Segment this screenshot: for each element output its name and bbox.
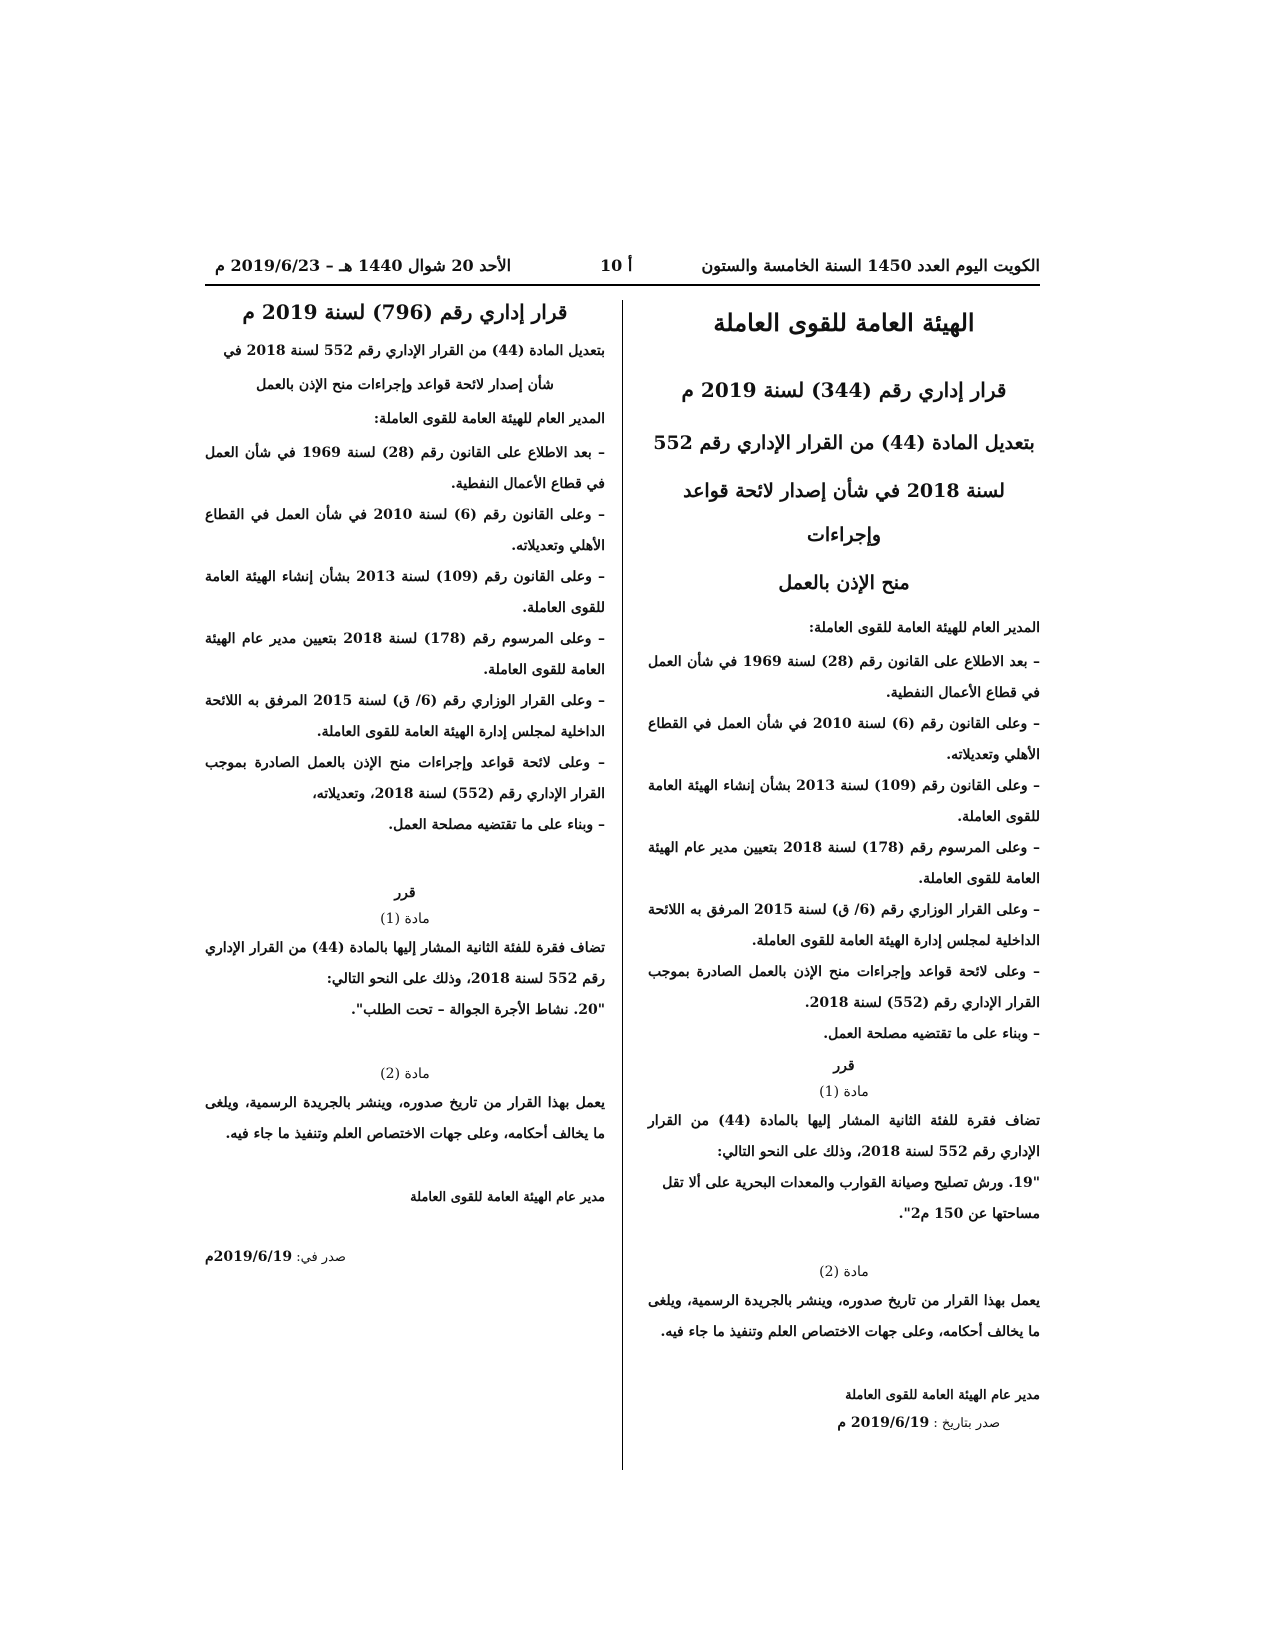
issued-date: 2019/6/19 م [837, 1415, 930, 1431]
issue-line [205, 1249, 605, 1265]
column-divider [622, 300, 623, 1470]
article-2-heading: مادة (2) [819, 1264, 869, 1280]
page-number: أ 10 [600, 256, 633, 275]
issued-date: 2019/6/19م [205, 1249, 293, 1265]
issued-label: صدر بتاريخ : [933, 1416, 1000, 1431]
signatory: مدير عام الهيئة العامة للقوى العاملة [410, 1190, 605, 1205]
article-1-heading: مادة (1) [819, 1084, 869, 1100]
decision-796-column [205, 300, 605, 1265]
preamble-clause: – وعلى القانون رقم (6) لسنة 2010 في شأن العمل في القطاع الأهلي وتعديلاته. [648, 716, 1040, 763]
article-1-quote: "19. ورش تصليح وصيانة القوارب والمعدات البحرية على ألا تقل مساحتها عن 150 م2". [662, 1175, 1040, 1222]
preamble-clause: – وعلى لائحة قواعد وإجراءات منح الإذن بالعمل الصادرة بموجب القرار الإداري رقم (552) لسنة 2018، وتعديلاته، [205, 755, 605, 802]
issued-label: صدر في: [296, 1250, 346, 1265]
article-2-text: يعمل بهذا القرار من تاريخ صدوره، وينشر بالجريدة الرسمية، ويلغى ما يخالف أحكامه، وعلى جهات الاختصاص العلم وتنفيذ ما جاء فيه. [648, 1293, 1040, 1340]
subject-line: بتعديل المادة (44) من القرار الإداري رقم 552 لسنة 2018 في [223, 343, 605, 359]
signatory: مدير عام الهيئة العامة للقوى العاملة [845, 1388, 1040, 1403]
article-2-heading: مادة (2) [380, 1066, 430, 1082]
subject-line: لسنة 2018 في شأن إصدار لائحة قواعد وإجراءات [683, 480, 1005, 546]
preamble-clause: – وعلى القرار الوزاري رقم (6/ ق) لسنة 2015 المرفق به اللائحة الداخلية لمجلس إدارة الهيئة العامة للقوى العاملة. [648, 902, 1040, 949]
article-2-text: يعمل بهذا القرار من تاريخ صدوره، وينشر بالجريدة الرسمية، ويلغى ما يخالف أحكامه، وعلى جهات الاختصاص العلم وتنفيذ ما جاء فيه. [205, 1095, 605, 1142]
issue-date: الأحد 20 شوال 1440 هـ – 2019/6/23 م [215, 256, 512, 275]
decision-title: قرار إداري رقم (344) لسنة 2019 م [681, 378, 1007, 402]
subject-line: شأن إصدار لائحة قواعد وإجراءات منح الإذن بالعمل [256, 377, 554, 393]
subject-line: منح الإذن بالعمل [778, 572, 910, 594]
preamble-clause: – وبناء على ما تقتضيه مصلحة العمل. [388, 817, 605, 833]
article-1-text: تضاف فقرة للفئة الثانية المشار إليها بالمادة (44) من القرار الإداري رقم 552 لسنة 2018، وذلك على النحو التالي: [205, 940, 605, 987]
decided-heading: قرر [394, 885, 416, 901]
decided-heading: قرر [833, 1058, 855, 1074]
subject-line: بتعديل المادة (44) من القرار الإداري رقم 552 [653, 432, 1035, 454]
preamble-clause: – وعلى المرسوم رقم (178) لسنة 2018 بتعيين مدير عام الهيئة العامة للقوى العاملة. [205, 631, 606, 678]
authority-heading: الهيئة العامة للقوى العاملة [713, 308, 975, 337]
preamble-clause: – وعلى القانون رقم (6) لسنة 2010 في شأن العمل في القطاع الأهلي وتعديلاته. [205, 507, 605, 554]
preamble-clause: – وبناء على ما تقتضيه مصلحة العمل. [823, 1026, 1040, 1042]
preamble-clause: – وعلى القرار الوزاري رقم (6/ ق) لسنة 2015 المرفق به اللائحة الداخلية لمجلس إدارة الهيئة العامة للقوى العاملة. [205, 693, 605, 740]
preamble-clause: – وعلى لائحة قواعد وإجراءات منح الإذن بالعمل الصادرة بموجب القرار الإداري رقم (552) لسنة 2018. [648, 964, 1040, 1011]
page-header [205, 252, 1040, 278]
issue-line [648, 1415, 1040, 1431]
preamble-clause: – بعد الاطلاع على القانون رقم (28) لسنة 1969 في شأن العمل في قطاع الأعمال النفطية. [648, 654, 1040, 701]
article-1-quote: "20. نشاط الأجرة الجوالة – تحت الطلب". [350, 1002, 605, 1018]
article-1-heading: مادة (1) [380, 911, 430, 927]
decision-title: قرار إداري رقم (796) لسنة 2019 م [242, 300, 568, 324]
decision-344-column [648, 308, 1040, 1431]
gazette-issue: الكويت اليوم العدد 1450 السنة الخامسة والستون [701, 256, 1040, 275]
preamble-clause: – وعلى القانون رقم (109) لسنة 2013 بشأن إنشاء الهيئة العامة للقوى العاملة. [648, 778, 1040, 825]
article-1-text: تضاف فقرة للفئة الثانية المشار إليها بالمادة (44) من القرار الإداري رقم 552 لسنة 2018، وذلك على النحو التالي: [648, 1113, 1040, 1160]
director-line: المدير العام للهيئة العامة للقوى العاملة: [373, 411, 605, 427]
preamble-clause: – وعلى القانون رقم (109) لسنة 2013 بشأن إنشاء الهيئة العامة للقوى العاملة. [205, 569, 605, 616]
preamble-clause: – وعلى المرسوم رقم (178) لسنة 2018 بتعيين مدير عام الهيئة العامة للقوى العاملة. [648, 840, 1041, 887]
preamble-clause: – بعد الاطلاع على القانون رقم (28) لسنة 1969 في شأن العمل في قطاع الأعمال النفطية. [205, 445, 605, 492]
director-line: المدير العام للهيئة العامة للقوى العاملة: [808, 620, 1040, 636]
header-rule [205, 284, 1040, 286]
